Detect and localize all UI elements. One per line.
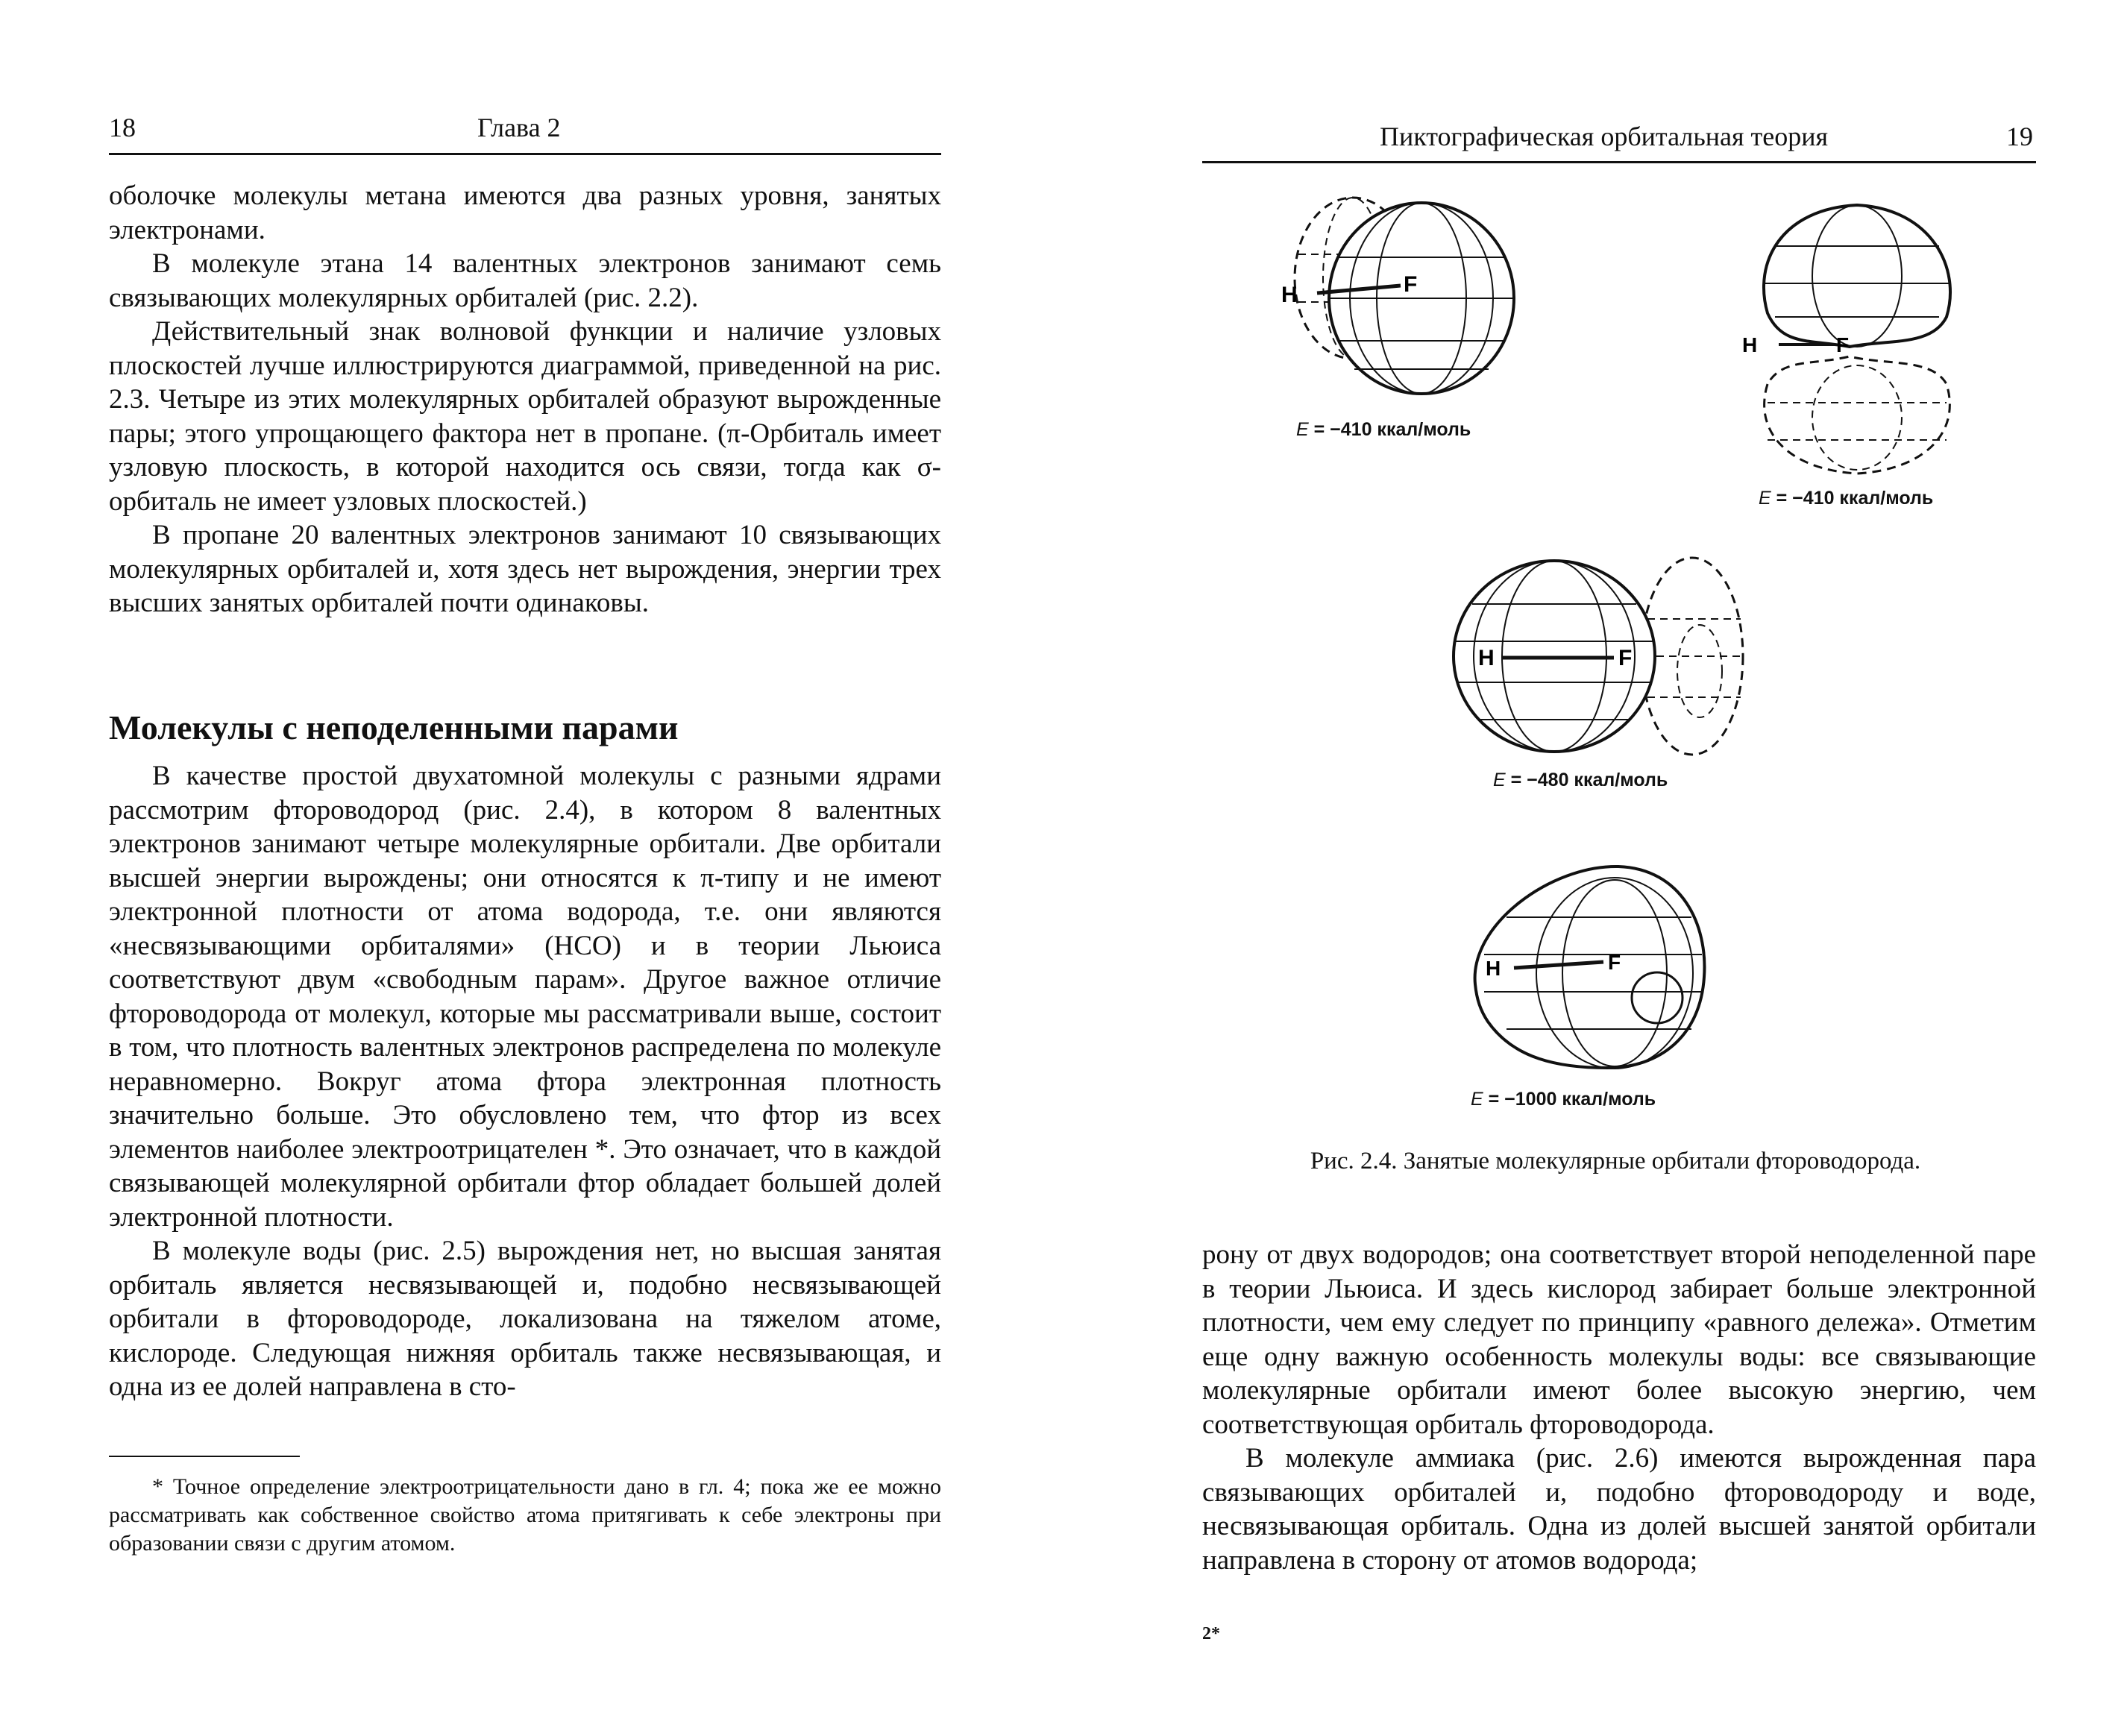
paragraph: В молекуле воды (рис. 2.5) вырождения нет, но высшая занятая орбиталь является несвязывающей и, подобно несвязывающей орбитали в фтороводороде, локализована на тяжелом атоме, кислороде. Следующая нижняя орбиталь также несвязывающая, и одна из ее долей направлена в сто- <box>109 1236 941 1402</box>
atom-label-h: H <box>1742 333 1758 356</box>
atom-label-f: F <box>1836 333 1850 356</box>
footnote <box>109 1473 941 1558</box>
energy-label-3 <box>1493 770 1668 791</box>
paragraph: рону от двух водородов; она соответствует второй неподеленной паре в теории Льюиса. И здесь кислород забирает больше электронной плотности, чем ему следует по принципу «равного дележа». Отметим еще одну важную особенность молекулы воды: все связывающие молекулярные орбитали имеют более высокую энергию, чем соответствующая орбиталь фтороводорода. <box>1202 1239 2036 1440</box>
orbital-diagram-sigma-1000 <box>1454 858 1723 1081</box>
body-text-top <box>109 179 941 620</box>
atom-label-f: F <box>1404 272 1418 297</box>
footnote-text: * Точное определение электроотрицательности дано в гл. 4; пока же ее можно рассматривать как собственное свойство атома притягивать к себе электроны при образовании связи с другим атомом. <box>109 1474 941 1556</box>
paragraph: В молекуле аммиака (рис. 2.6) имеются вырожденная пара связывающих орбиталей и, подобно фтороводороду и воде, несвязывающая орбиталь. Одна из долей высшей занятой орбитали направлена в сторону от атомов водорода; <box>1202 1443 2036 1576</box>
footnote-rule <box>109 1456 300 1457</box>
energy-label-4 <box>1471 1089 1656 1110</box>
orbital-diagram-pi-2 <box>1723 186 1976 485</box>
energy-value: = −480 ккал/моль <box>1505 770 1668 790</box>
orbital-diagram-pi-1 <box>1265 183 1548 406</box>
page-number: 18 <box>109 113 136 142</box>
atom-label-h: H <box>1486 957 1501 980</box>
paragraph: Действительный знак волновой функции и наличие узловых плоскостей лучше иллюстрируются диаграммой, приведенной на рис. 2.3. Четыре из этих молекулярных орбиталей образуют вырожденные пары; этого упрощающего фактора нет в пропане. (π-Орбиталь имеет узловую плоскость, в которой находится ось связи, тогда как σ-орбиталь не имеет узловых плоскостей.) <box>109 316 941 517</box>
atom-label-f: F <box>1608 951 1621 974</box>
body-text-bottom <box>109 759 941 1404</box>
atom-label-h: H <box>1281 283 1298 307</box>
paragraph: В качестве простой двухатомной молекулы с разными ядрами рассмотрим фтороводород (рис. 2.4), в котором 8 валентных электронов занимают четыре молекулярные орбитали. Две орбитали высшей энергии вырождены; они относятся к π-типу и не имеют электронной плотности от атома водорода, т.е. они являются «несвязывающими орбиталями» (НСО) и в теории Льюиса соответствуют двум «свободным парам». Другое важное отличие фтороводорода от молекул, которые мы рассматривали выше, состоит в том, что плотность валентных электронов распределена по молекуле неравномерно. Вокруг атома фтора электронная плотность значительно больше. Это обусловлено тем, что фтор из всех элементов наиболее электроотрицателен *. Это означает, что в каждой связывающей молекулярной орбитали фтор обладает большей долей электронной плотности. <box>109 761 941 1233</box>
energy-value: = −410 ккал/моль <box>1308 419 1471 440</box>
header-rule <box>1202 161 2036 163</box>
orbital-diagram-sigma-480 <box>1442 544 1763 768</box>
right-page <box>1064 0 2127 1736</box>
figure-caption: Рис. 2.4. Занятые молекулярные орбитали фтороводорода. <box>1310 1148 1921 1174</box>
energy-symbol: E <box>1759 488 1771 509</box>
paragraph: В пропане 20 валентных электронов занимают 10 связывающих молекулярных орбиталей и, хотя здесь нет вырождения, энергии трех высших занятых орбиталей почти одинаковы. <box>109 520 941 618</box>
energy-value: = −410 ккал/моль <box>1771 488 1934 509</box>
atom-label-f: F <box>1618 646 1633 670</box>
energy-symbol: E <box>1471 1089 1483 1110</box>
energy-symbol: E <box>1493 770 1506 790</box>
running-head: Пиктографическая орбитальная теория <box>1380 122 1829 151</box>
paragraph: В молекуле этана 14 валентных электронов занимают семь связывающих молекулярных орбиталей (рис. 2.2). <box>109 248 941 313</box>
paragraph: оболочке молекулы метана имеются два разных уровня, занятых электронами. <box>109 180 941 245</box>
page-number: 19 <box>2006 122 2033 151</box>
section-heading: Молекулы с неподеленными парами <box>109 708 679 746</box>
energy-label-2 <box>1759 488 1933 509</box>
atom-label-h: H <box>1478 646 1495 670</box>
body-text-right <box>1202 1238 2036 1577</box>
energy-value: = −1000 ккал/моль <box>1483 1089 1656 1110</box>
header-rule <box>109 153 941 155</box>
signature-mark: 2* <box>1202 1624 1220 1644</box>
energy-symbol: E <box>1296 419 1309 440</box>
running-head: Глава 2 <box>477 113 561 142</box>
energy-label-1 <box>1296 419 1471 441</box>
